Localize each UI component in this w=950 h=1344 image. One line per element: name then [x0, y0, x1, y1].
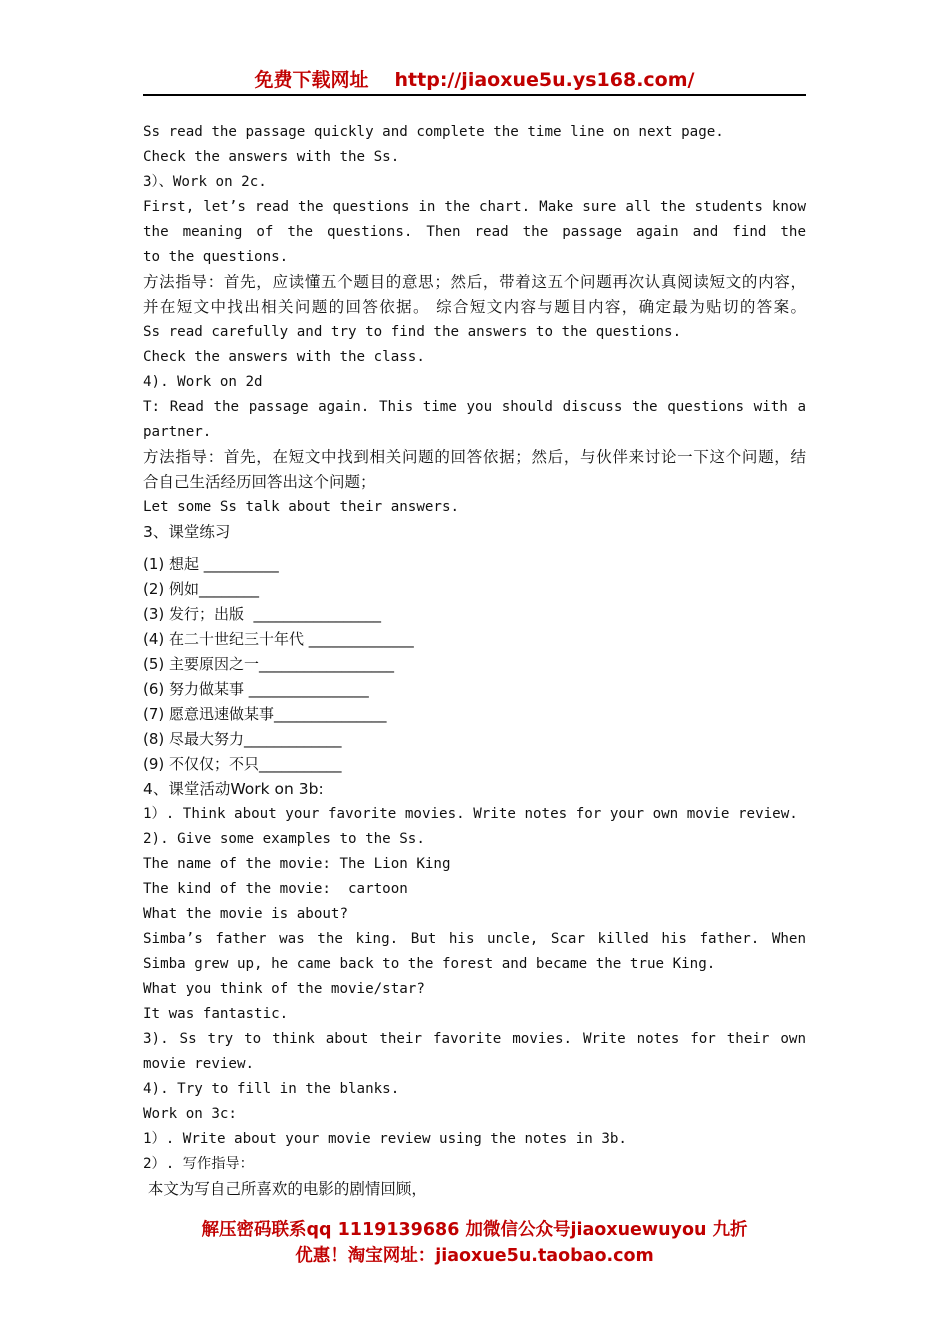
- header-rule: [143, 94, 806, 96]
- text-line: 3). Ss try to think about their favorite movies. Write notes for their own: [143, 1031, 806, 1047]
- text-line: Check the answers with the Ss.: [143, 149, 400, 165]
- exercise-item: (9) 不仅仅；不只___________: [143, 755, 342, 773]
- method-guide-line: 并在短文中找出相关问题的回答依据。 综合短文内容与题目内容，确定最为贴切的答案。: [143, 298, 806, 316]
- text-line: First, let’s read the questions in the chart. Make sure all the students know: [143, 199, 806, 215]
- method-guide-line: 方法指导：首先，应读懂五个题目的意思；然后，带着这五个问题再次认真阅读短文的内容，: [143, 273, 806, 291]
- text-line: What the movie is about?: [143, 906, 348, 922]
- method-guide-line: 合自己生活经历回答出这个问题；: [143, 473, 376, 491]
- text-line: 1）. Think about your favorite movies. Write notes for your own movie review.: [143, 806, 798, 822]
- header-url-link[interactable]: http://jiaoxue5u.ys168.com/: [394, 69, 695, 91]
- text-line: 本文为写自己所喜欢的电影的剧情回顾，: [143, 1180, 427, 1198]
- exercise-item: (6) 努力做某事 ________________: [143, 680, 369, 698]
- text-line: Simba’s father was the king. But his uncle, Scar killed his father. When: [143, 931, 806, 947]
- text-line: 4). Try to fill in the blanks.: [143, 1081, 400, 1097]
- exercise-item: (1) 想起 __________: [143, 555, 279, 573]
- page-footer: [143, 1217, 806, 1269]
- text-line: movie review.: [143, 1056, 255, 1072]
- text-line: Simba grew up, he came back to the forest and became the true King.: [143, 956, 716, 972]
- text-line: partner.: [143, 424, 212, 440]
- text-line: 4). Work on 2d: [143, 374, 263, 390]
- text-line: Let some Ss talk about their answers.: [143, 499, 460, 515]
- exercise-item: (2) 例如________: [143, 580, 260, 598]
- text-line: The name of the movie: The Lion King: [143, 856, 451, 872]
- text-line: What you think of the movie/star?: [143, 981, 425, 997]
- exercise-item: (3) 发行；出版 _________________: [143, 605, 382, 623]
- text-line: 2). Give some examples to the Ss.: [143, 831, 425, 847]
- text-line: Work on 3c:: [143, 1106, 237, 1122]
- section-heading: 3、课堂练习: [143, 523, 231, 541]
- exercise-item: (8) 尽最大努力_____________: [143, 730, 342, 748]
- header-title: 免费下载网址: [254, 69, 369, 91]
- text-line: It was fantastic.: [143, 1006, 289, 1022]
- text-line: Check the answers with the class.: [143, 349, 425, 365]
- text-line: The kind of the movie: cartoon: [143, 881, 408, 897]
- text-line: to the questions.: [143, 249, 289, 265]
- text-line: Ss read the passage quickly and complete the time line on next page.: [143, 124, 724, 140]
- exercise-item: (7) 愿意迅速做某事_______________: [143, 705, 387, 723]
- section-heading: 4、课堂活动Work on 3b:: [143, 780, 324, 798]
- document-body: [143, 120, 806, 1202]
- exercise-item: (4) 在二十世纪三十年代 ______________: [143, 630, 414, 648]
- text-line: T: Read the passage again. This time you should discuss the questions with a: [143, 399, 806, 415]
- exercise-list: [143, 552, 806, 777]
- footer-line-1: 解压密码联系qq 1119139686 加微信公众号jiaoxuewuyou 九折: [201, 1220, 748, 1240]
- text-line: 1）. Write about your movie review using the notes in 3b.: [143, 1131, 627, 1147]
- text-line: 3）、Work on 2c.: [143, 174, 267, 190]
- exercise-item: (5) 主要原因之一__________________: [143, 655, 395, 673]
- page-header: [143, 66, 806, 94]
- footer-line-2: 优惠！淘宝网址：jiaoxue5u.taobao.com: [295, 1246, 654, 1266]
- text-line: the meaning of the questions. Then read the passage again and find the: [143, 224, 806, 240]
- method-guide-line: 方法指导：首先，在短文中找到相关问题的回答依据；然后，与伙伴来讨论一下这个问题，结: [143, 448, 806, 466]
- text-line: 2）. 写作指导：: [143, 1156, 254, 1172]
- text-line: Ss read carefully and try to find the answers to the questions.: [143, 324, 682, 340]
